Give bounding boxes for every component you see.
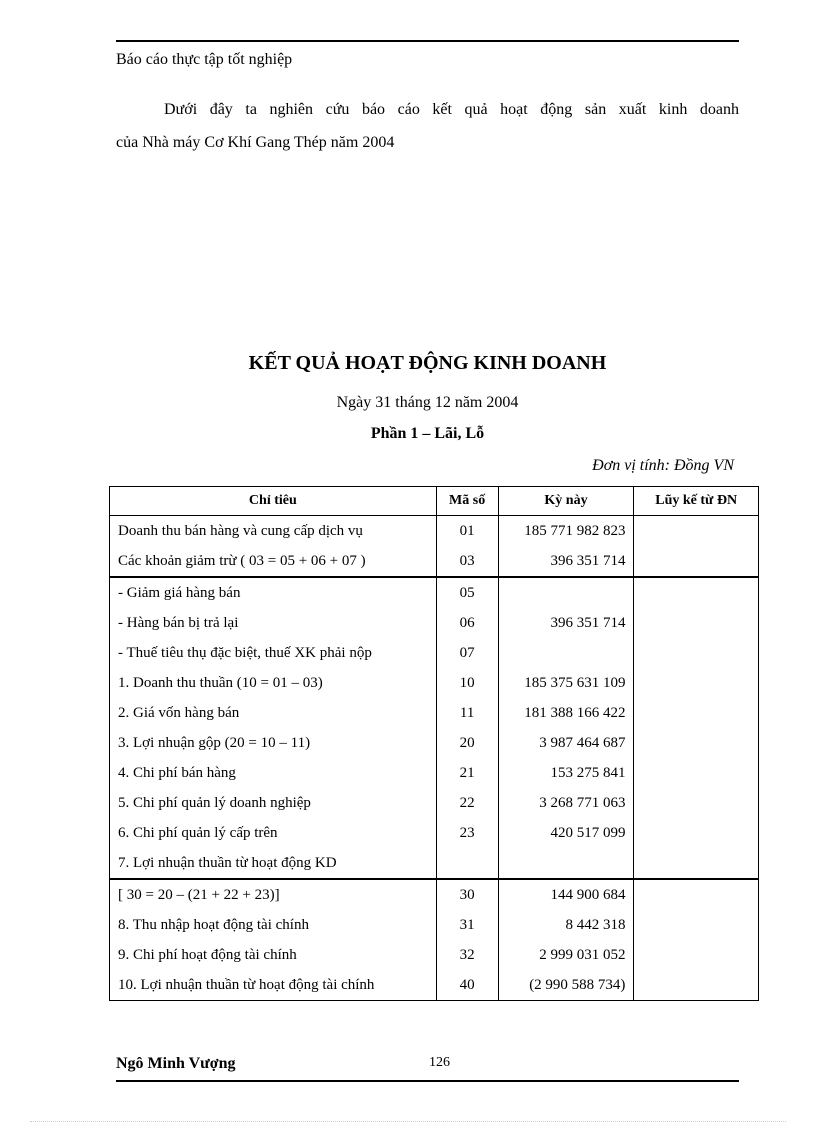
table-row [110,848,759,879]
current-value-cell [498,848,634,879]
cumulative-value-cell [634,879,759,910]
code-cell: 11 [436,698,498,728]
current-value-cell: 181 388 166 422 [498,698,634,728]
code-cell: 10 [436,668,498,698]
code-cell: 22 [436,788,498,818]
indicator-cell: 9. Chi phí hoạt động tài chính [110,940,437,970]
cumulative-value-cell [634,516,759,547]
indicator-cell: - Hàng bán bị trả lại [110,608,437,638]
current-value-cell: 144 900 684 [498,879,634,910]
code-cell [436,848,498,879]
table-row [110,910,759,940]
cumulative-value-cell [634,698,759,728]
table-header-row [110,487,759,516]
report-title: KẾT QUẢ HOẠT ĐỘNG KINH DOANH [248,352,607,374]
code-cell: 23 [436,818,498,848]
current-value-cell [498,638,634,668]
column-header-code: Mã số [436,487,498,516]
page-edge-divider [30,1121,786,1122]
table-body [110,516,759,1001]
code-cell: 03 [436,546,498,577]
current-value-cell: 8 442 318 [498,910,634,940]
current-value-cell: (2 990 588 734) [498,970,634,1001]
code-cell: 06 [436,608,498,638]
current-value-cell: 153 275 841 [498,758,634,788]
table-row [110,940,759,970]
report-date: Ngày 31 tháng 12 năm 2004 [336,394,519,411]
indicator-cell: 4. Chi phí bán hàng [110,758,437,788]
intro-paragraph [116,93,739,159]
income-statement-table [109,486,759,1001]
cumulative-value-cell [634,577,759,608]
code-cell: 07 [436,638,498,668]
cumulative-value-cell [634,608,759,638]
table-row [110,577,759,608]
code-cell: 32 [436,940,498,970]
intro-line-1: Dưới đây ta nghiên cứu báo cáo kết quả hoạt động sản xuất kinh doanh [164,101,739,118]
indicator-cell: 10. Lợi nhuận thuần từ hoạt động tài chính [110,970,437,1001]
indicator-cell: 2. Giá vốn hàng bán [110,698,437,728]
column-header-current: Kỳ này [498,487,634,516]
cumulative-value-cell [634,758,759,788]
table-row [110,516,759,547]
cumulative-value-cell [634,940,759,970]
indicator-cell: - Thuế tiêu thụ đặc biệt, thuế XK phải nộp [110,638,437,668]
cumulative-value-cell [634,638,759,668]
intro-line-2: của Nhà máy Cơ Khí Gang Thép năm 2004 [116,134,395,151]
table-row [110,970,759,1001]
current-value-cell: 420 517 099 [498,818,634,848]
cumulative-value-cell [634,668,759,698]
indicator-cell: [ 30 = 20 – (21 + 22 + 23)] [110,879,437,910]
currency-unit: Đơn vị tính: Đồng VN [592,457,734,474]
indicator-cell: Các khoản giảm trừ ( 03 = 05 + 06 + 07 ) [110,546,437,577]
table-row [110,546,759,577]
indicator-cell: 8. Thu nhập hoạt động tài chính [110,910,437,940]
document-header: Báo cáo thực tập tốt nghiệp [116,51,293,68]
table-row [110,758,759,788]
indicator-cell: 5. Chi phí quản lý doanh nghiệp [110,788,437,818]
indicator-cell: 3. Lợi nhuận gộp (20 = 10 – 11) [110,728,437,758]
author-name: Ngô Minh Vượng [116,1055,236,1072]
indicator-cell: Doanh thu bán hàng và cung cấp dịch vụ [110,516,437,547]
current-value-cell: 185 375 631 109 [498,668,634,698]
table-row [110,608,759,638]
current-value-cell [498,577,634,608]
indicator-cell: 7. Lợi nhuận thuần từ hoạt động KD [110,848,437,879]
header-rule [116,40,739,42]
indicator-cell: 1. Doanh thu thuần (10 = 01 – 03) [110,668,437,698]
page-number: 126 [429,1055,450,1070]
current-value-cell: 396 351 714 [498,608,634,638]
indicator-cell: 6. Chi phí quản lý cấp trên [110,818,437,848]
report-part: Phần 1 – Lãi, Lỗ [370,425,485,442]
cumulative-value-cell [634,910,759,940]
cumulative-value-cell [634,970,759,1001]
table-row [110,728,759,758]
table-row [110,668,759,698]
code-cell: 30 [436,879,498,910]
code-cell: 20 [436,728,498,758]
code-cell: 01 [436,516,498,547]
cumulative-value-cell [634,728,759,758]
current-value-cell: 185 771 982 823 [498,516,634,547]
code-cell: 21 [436,758,498,788]
column-header-indicator: Chỉ tiêu [110,487,437,516]
footer-rule [116,1080,739,1082]
cumulative-value-cell [634,818,759,848]
cumulative-value-cell [634,848,759,879]
code-cell: 05 [436,577,498,608]
cumulative-value-cell [634,546,759,577]
code-cell: 31 [436,910,498,940]
table-row [110,818,759,848]
current-value-cell: 3 268 771 063 [498,788,634,818]
table-row [110,638,759,668]
table-row [110,698,759,728]
table-row [110,788,759,818]
cumulative-value-cell [634,788,759,818]
current-value-cell: 3 987 464 687 [498,728,634,758]
column-header-cumulative: Lũy kế từ ĐN [634,487,759,516]
table-row [110,879,759,910]
code-cell: 40 [436,970,498,1001]
current-value-cell: 2 999 031 052 [498,940,634,970]
current-value-cell: 396 351 714 [498,546,634,577]
indicator-cell: - Giảm giá hàng bán [110,577,437,608]
